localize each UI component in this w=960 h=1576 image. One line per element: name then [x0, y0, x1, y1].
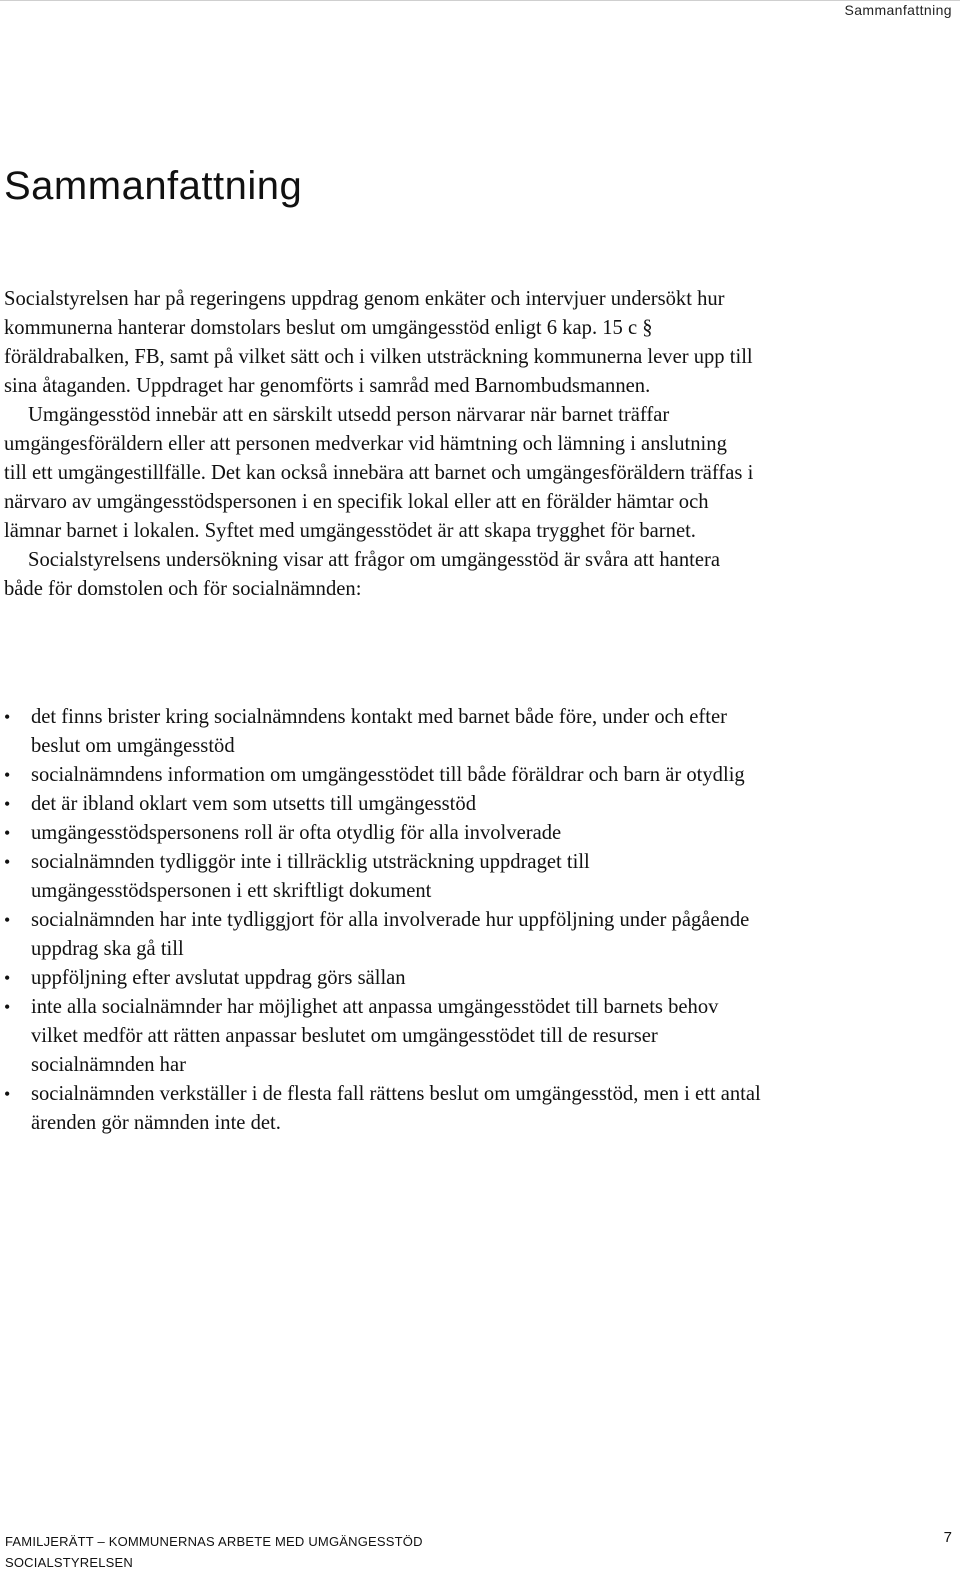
list-item: [4, 964, 764, 993]
bullet-icon: •: [4, 910, 11, 930]
list-item: [4, 819, 764, 848]
running-header-title: Sammanfattning: [844, 2, 952, 18]
list-item-text: uppföljning efter avslutat uppdrag görs sällan: [31, 967, 406, 989]
footer-publisher: SOCIALSTYRELSEN: [5, 1555, 133, 1570]
bullet-icon: •: [4, 707, 11, 727]
bullet-icon: •: [4, 968, 11, 988]
list-item-text: socialnämnden har inte tydliggjort för alla involverade hur uppföljning under pågående uppdrag ska gå till: [31, 909, 750, 960]
list-item: [4, 790, 764, 819]
list-item: [4, 703, 764, 761]
bullet-icon: •: [4, 1084, 11, 1104]
bullet-icon: •: [4, 794, 11, 814]
running-header: [0, 0, 960, 23]
bullet-icon: •: [4, 997, 11, 1017]
summary-body: [4, 285, 754, 604]
list-item: [4, 761, 764, 790]
footer-publication-title: FAMILJERÄTT – KOMMUNERNAS ARBETE MED UMGÄNGESSTÖD: [5, 1534, 423, 1549]
bullet-icon: •: [4, 765, 11, 785]
list-item-text: socialnämndens information om umgängesstödet till både föräldrar och barn är otydlig: [31, 764, 745, 786]
list-item-text: inte alla socialnämnder har möjlighet att anpassa umgängesstödet till barnets behov vilket medför att rätten anpassar beslutet om umgängesstödet till de resurser socialnämnden har: [31, 996, 719, 1076]
bullet-icon: •: [4, 823, 11, 843]
list-item: [4, 1080, 764, 1138]
findings-list: [4, 703, 764, 1138]
bullet-icon: •: [4, 852, 11, 872]
paragraph-intro: Socialstyrelsen har på regeringens uppdrag genom enkäter och intervjuer undersökt hur kommunerna hanterar domstolars beslut om umgängesstöd enligt 6 kap. 15 c § föräldrabalken, FB, samt på vilket sätt och i vilken utsträckning kommunerna lever upp till sina åtaganden. Uppdraget har genomförts i samråd med Barnombudsmannen.: [4, 288, 753, 397]
list-item: [4, 906, 764, 964]
list-item-text: umgängesstödspersonens roll är ofta otydlig för alla involverade: [31, 822, 562, 844]
list-item-text: socialnämnden verkställer i de flesta fall rättens beslut om umgängesstöd, men i ett antal ärenden gör nämnden inte det.: [31, 1083, 761, 1134]
list-item-text: det finns brister kring socialnämndens kontakt med barnet både före, under och efter beslut om umgängesstöd: [31, 706, 727, 757]
list-item: [4, 848, 764, 906]
page-title: Sammanfattning: [4, 164, 303, 208]
paragraph-definition: Umgängesstöd innebär att en särskilt utsedd person närvarar när barnet träffar umgängesföräldern eller att personen medverkar vid hämtning och lämning i anslutning till ett umgängestillfälle. Det kan också innebära att barnet och umgängesföräldern träffas i närvaro av umgängesstödspersonen i en specifik lokal eller att en förälder hämtar och lämnar barnet i lokalen. Syftet med umgängesstödet är att skapa trygghet för barnet.: [4, 404, 754, 542]
paragraph-findings-lead: Socialstyrelsens undersökning visar att frågor om umgängesstöd är svåra att hantera både för domstolen och för socialnämnden:: [4, 549, 720, 600]
list-item-text: socialnämnden tydliggör inte i tillräcklig utsträckning uppdraget till umgängesstödspersonen i ett skriftligt dokument: [31, 851, 590, 902]
list-item: [4, 993, 764, 1080]
list-item-text: det är ibland oklart vem som utsetts till umgängesstöd: [31, 793, 476, 815]
page-number: 7: [943, 1529, 952, 1546]
page-footer: [5, 1531, 423, 1573]
